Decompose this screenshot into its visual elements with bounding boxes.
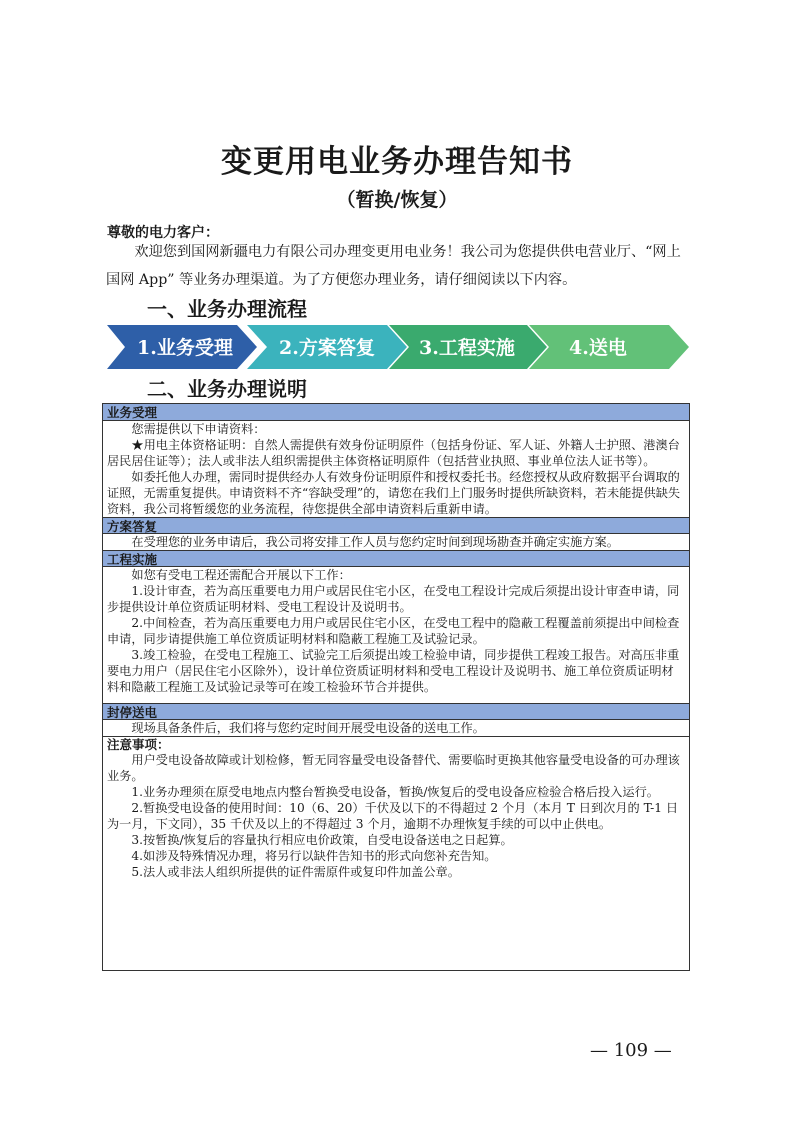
note-text-5: 5.法人或非法人组织所提供的证件需原件或复印件加盖公章。 [131,865,460,879]
note-text-3: 3.按暂换/恢复后的容量执行相应电价政策，自受电设备送电之日起算。 [131,833,513,847]
page-number: — 109 — [590,1040,672,1061]
note-text-1: 1.业务办理须在原受电地点内整台暂换受电设备，暂换/恢复后的受电设备应检验合格后投入运行。 [131,785,659,799]
note-text-4: 4.如涉及特殊情况办理，将另行以缺件告知书的形式向您补充告知。 [131,849,497,863]
page-subtitle: （暂换/恢复） [336,189,458,211]
power-text-1: 现场具备条件后，我们将与您约定时间开展受电设备的送电工作。 [131,721,485,735]
section-body-power [103,720,689,736]
business-description-table [102,403,690,971]
note-text-0: 用户受电设备故障或计划检修，暂无同容量受电设备替代、需要临时更换其他容量受电设备的可办理该业务。 [107,753,680,783]
section-body-plan [103,534,689,550]
flow-step-1-label: 1.业务受理 [137,337,233,359]
greeting: 尊敬的电力客户： [107,225,219,241]
notes-body [103,752,689,880]
section-header-project: 工程实施 [103,550,689,567]
page-title: 变更用电业务办理告知书 [221,144,573,180]
intro-paragraph: 欢迎您到国网新疆电力有限公司办理变更用电业务！我公司为您提供供电营业厅、“网上国网 App” 等业务办理渠道。为了方便您办理业务，请仔细阅读以下内容。 [106,244,681,288]
accept-text-3: 如委托他人办理，需同时提供经办人有效身份证明原件和授权委托书。经您授权从政府数据平台调取的证照，无需重复提供。申请资料不齐“容缺受理”的，请您在我们上门服务时提供所缺资料，若未能提供缺失资料，我公司将暂缓您的业务流程，待您提供全部申请资料后重新申请。 [107,470,681,516]
project-text-3: 2.中间检查，若为高压重要电力用户或居民住宅小区，在受电工程中的隐蔽工程覆盖前须提出中间检查申请，同步请提供施工单位资质证明材料和隐蔽工程施工及试验记录。 [107,616,680,646]
section-body-project [103,567,689,703]
flow-step-2-label: 2.方案答复 [279,337,375,359]
section-header-power: 封停送电 [103,703,689,720]
section-heading-process: 一、业务办理流程 [147,297,307,321]
note-text-2: 2.暂换受电设备的使用时间：10（6、20）千伏及以下的不得超过 2 个月（本月 T 日到次月的 T-1 日为一月，下文同），35 千伏及以上的不得超过 3 个月，逾期不办理恢复手续的可以中止供电。 [107,801,679,831]
flow-step-4-label: 4.送电 [569,337,627,359]
section-heading-description: 二、业务办理说明 [147,377,307,401]
process-flow [107,325,689,369]
accept-text-1: 您需提供以下申请资料： [131,422,266,436]
accept-text-2: ★用电主体资格证明：自然人需提供有效身份证明原件（包括身份证、军人证、外籍人士护照、港澳台居民居住证等）；法人或非法人组织需提供主体资格证明原件（包括营业执照、事业单位法人证书等）。 [107,438,680,468]
project-text-1: 如您有受电工程还需配合开展以下工作： [131,568,351,582]
section-body-accept [103,421,689,517]
project-text-2: 1.设计审查，若为高压重要电力用户或居民住宅小区，在受电工程设计完成后须提出设计审查申请，同步提供设计单位资质证明材料、受电工程设计及说明书。 [107,584,680,614]
plan-text-1: 在受理您的业务申请后，我公司将安排工作人员与您约定时间到现场勘查并确定实施方案。 [131,535,619,549]
notes-header: 注意事项： [103,736,689,752]
flow-step-3-label: 3.工程实施 [419,337,515,359]
section-header-accept: 业务受理 [103,404,689,421]
project-text-4: 3.竣工检验，在受电工程施工、试验完工后须提出竣工检验申请，同步提供工程竣工报告。对高压非重要电力用户（居民住宅小区除外），设计单位资质证明材料和受电工程设计及说明书、施工单位资质证明材料和隐蔽工程施工及试验记录等可在竣工检验环节合并提供。 [107,648,680,694]
section-header-plan: 方案答复 [103,517,689,534]
